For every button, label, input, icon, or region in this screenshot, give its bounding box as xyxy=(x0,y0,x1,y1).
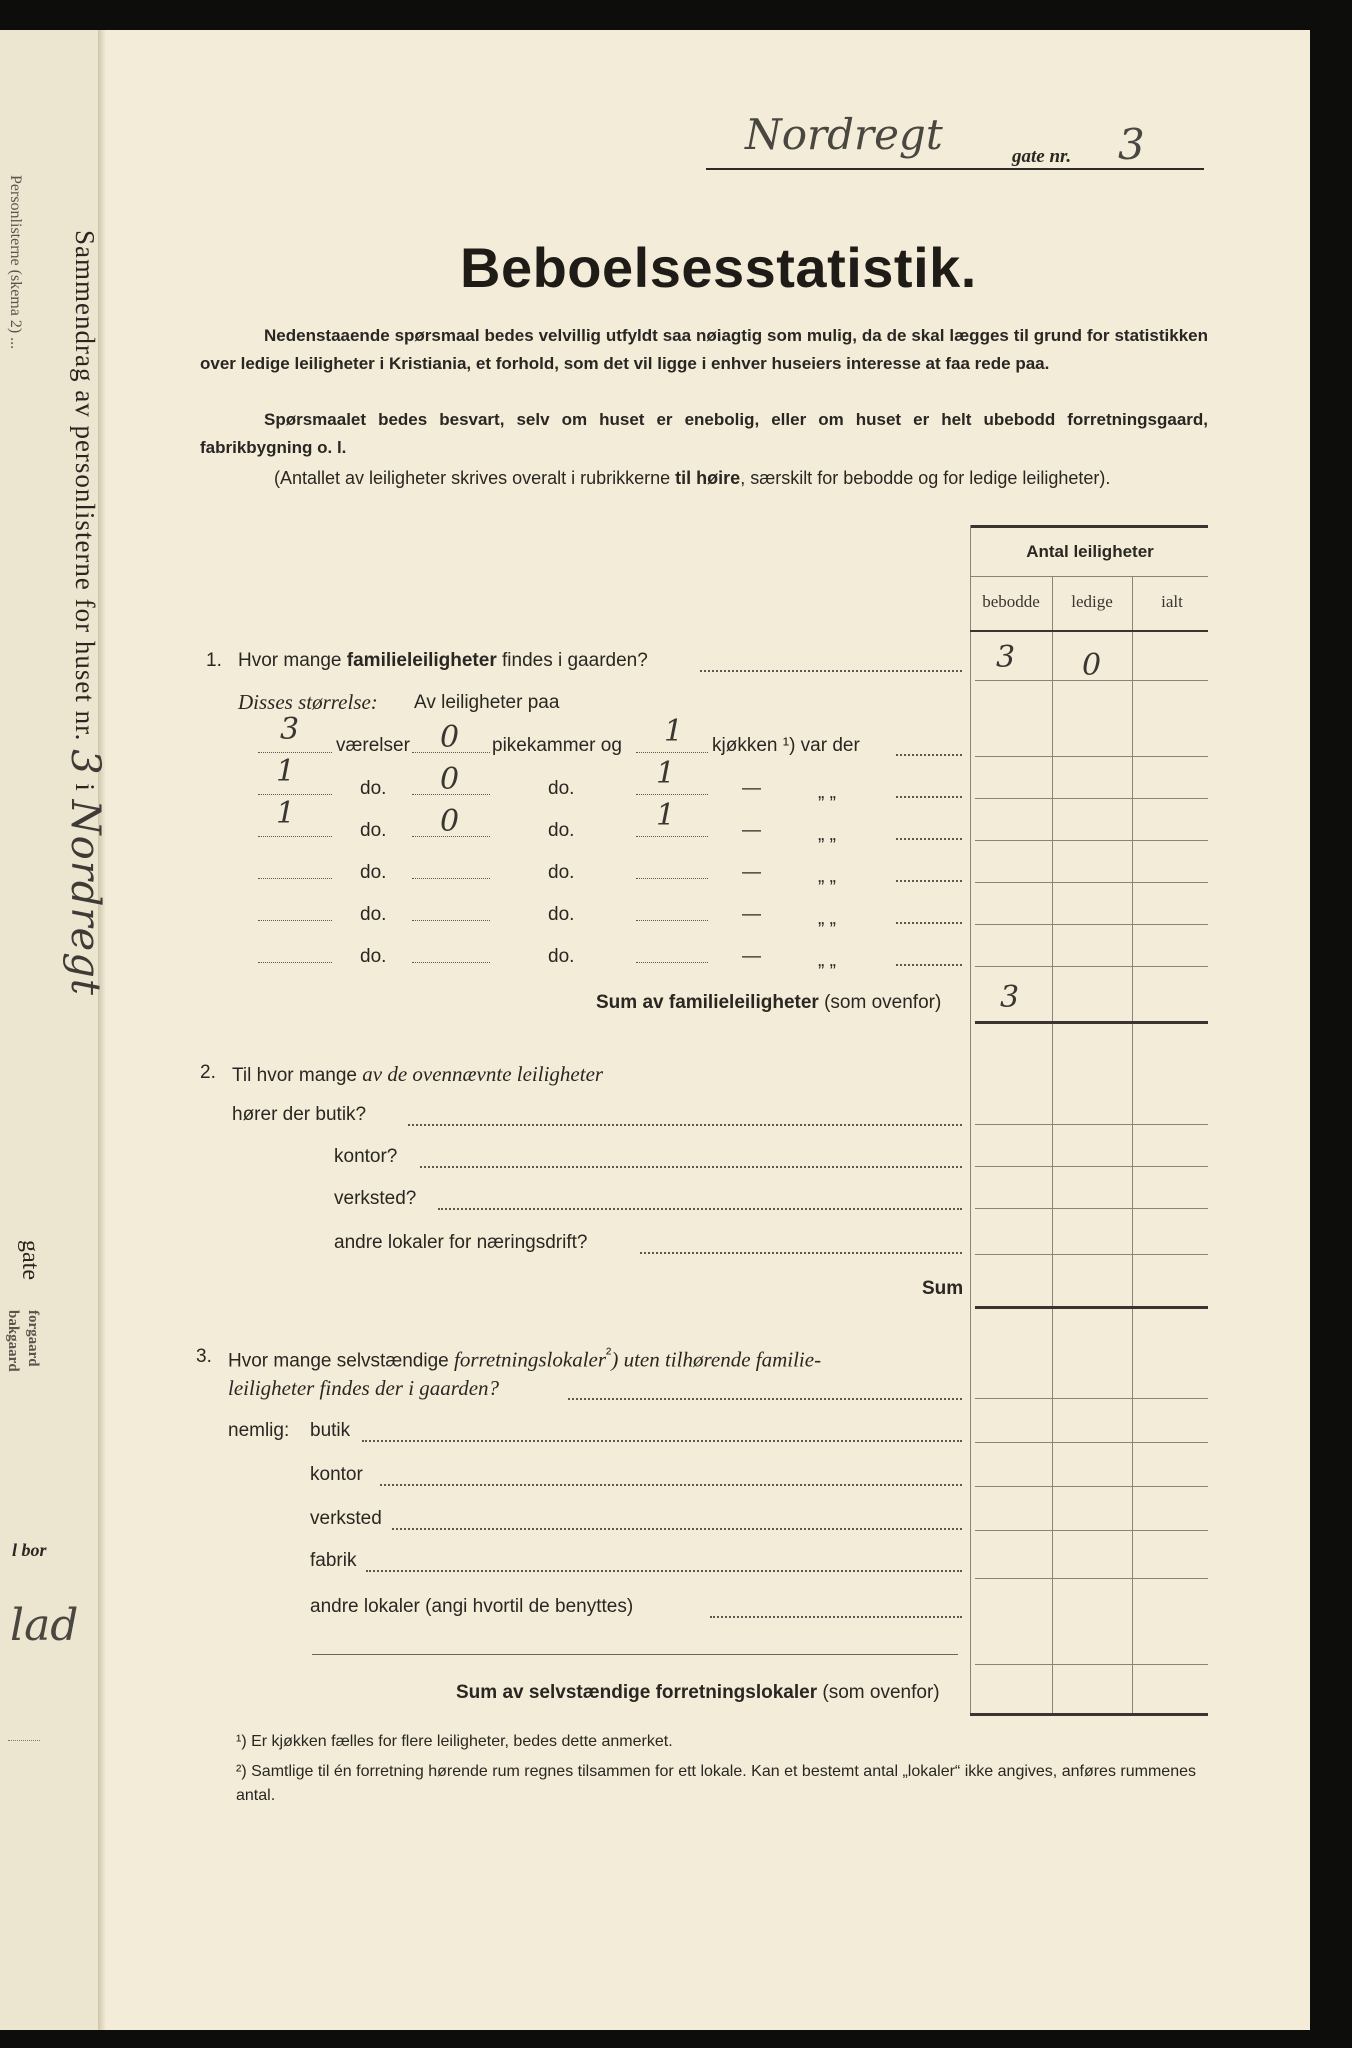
side-vertical-title xyxy=(62,230,108,996)
kitchen-line xyxy=(636,794,708,795)
q1-leader-dots xyxy=(700,670,962,672)
rooms-label: do. xyxy=(360,946,387,967)
side-street: Nordregt xyxy=(62,799,108,996)
q3-line1-italic: forretningslokaler xyxy=(454,1347,607,1372)
rooms-line xyxy=(258,920,332,921)
intro-p3-after: , særskilt for bebodde og for ledige leiligheter). xyxy=(740,468,1111,488)
rooms-value: 1 xyxy=(276,796,296,831)
q2-sum-label: Sum xyxy=(922,1278,964,1299)
maid-value: 0 xyxy=(440,720,460,755)
q3-sum-paren: (som ovenfor) xyxy=(822,1682,940,1703)
col-ialt: ialt xyxy=(1161,592,1183,611)
q2-text-italic: av de ovennævnte leiligheter xyxy=(362,1062,604,1086)
q2-item-andre: andre lokaler for næringsdrift? xyxy=(334,1232,588,1253)
row-rule xyxy=(975,1664,1208,1665)
maid-label: do. xyxy=(548,904,575,925)
maid-value: 0 xyxy=(440,762,460,797)
row-rule xyxy=(975,1254,1208,1255)
q1-sum-bebodde-value: 3 xyxy=(1000,980,1020,1015)
maid-label: do. xyxy=(548,946,575,967)
kitchen-label: — xyxy=(742,820,761,841)
table-header-bottom-rule xyxy=(970,630,1208,632)
kitchen-label: kjøkken ¹) var der xyxy=(712,735,860,756)
q3-sum-bold: Sum av selvstændige forretningslokaler xyxy=(456,1682,818,1703)
side-dotted-line xyxy=(8,1740,40,1741)
street-handwritten: Nordregt xyxy=(745,110,943,159)
street-underline xyxy=(706,168,1204,170)
intro-paragraph-1: Nedenstaaende spørsmaal bedes velvillig utfyldt saa nøiagtig som mulig, da de skal lægges til grund for statistikken over ledige leiligheter i Kristiania, et forhold, som det vil ligge i enhver huseiers interesse at faa rede paa. xyxy=(200,326,1208,373)
gate-number-handwritten: 3 xyxy=(1118,120,1145,169)
q3-line1 xyxy=(228,1346,962,1372)
side-i: i xyxy=(70,783,100,792)
row-rule xyxy=(975,798,1208,799)
kitchen-line xyxy=(636,920,708,921)
table-col-divider-1 xyxy=(1052,576,1053,1715)
q3-item-butik: butik xyxy=(310,1420,351,1441)
q1-sum-rule xyxy=(975,1021,1208,1024)
q3-leader-dots xyxy=(366,1570,962,1572)
rooms-label: do. xyxy=(360,904,387,925)
kitchen-label: — xyxy=(742,778,761,799)
q3-nemlig: nemlig: xyxy=(228,1420,290,1441)
q1-text xyxy=(238,650,648,672)
table-left-border xyxy=(970,525,971,1715)
kitchen-value: 1 xyxy=(664,714,684,749)
row-leader-dots xyxy=(896,964,962,966)
maid-line xyxy=(412,920,490,921)
row-rule xyxy=(975,924,1208,925)
table-subheader-rule xyxy=(970,576,1208,577)
maid-label: do. xyxy=(548,778,575,799)
ditto-marks: „ „ xyxy=(818,824,836,845)
maid-line xyxy=(412,878,490,879)
side-house-number: 3 xyxy=(62,749,108,776)
q2-text xyxy=(232,1062,603,1087)
row-rule xyxy=(975,840,1208,841)
kitchen-label: — xyxy=(742,862,761,883)
row-rule xyxy=(975,1530,1208,1531)
q3-line2: leiligheter findes der i gaarden? xyxy=(228,1376,500,1400)
footnote-1: ¹) Er kjøkken fælles for flere leiligheter, bedes dette anmerket. xyxy=(236,1733,673,1750)
side-bakgaard: bakgaard xyxy=(5,1310,21,1372)
col-bebodde: bebodde xyxy=(982,592,1040,611)
q1-bebodde-value: 3 xyxy=(996,640,1016,675)
kitchen-value: 1 xyxy=(656,798,676,833)
maid-label: pikekammer og xyxy=(492,735,622,756)
rooms-value: 1 xyxy=(276,754,296,789)
q1-sum-label xyxy=(596,992,941,1014)
table-top-rule xyxy=(970,525,1208,528)
table-col-divider-2 xyxy=(1132,576,1133,1715)
q3-line1-sup: ² xyxy=(606,1346,612,1363)
row-rule xyxy=(975,1442,1208,1443)
q2-item-butik: hører der butik? xyxy=(232,1104,367,1125)
q3-leader-dots xyxy=(710,1616,962,1618)
side-title-text: Sammendrag av personlisterne for huset nr. xyxy=(70,230,100,742)
q3-line1-pre: Hvor mange selvstændige xyxy=(228,1350,454,1372)
ditto-marks: „ „ xyxy=(818,950,836,971)
rooms-line xyxy=(258,836,332,837)
row-rule xyxy=(975,1208,1208,1209)
q3-item-andre: andre lokaler (angi hvortil de benyttes) xyxy=(310,1596,634,1617)
q3-item-kontor: kontor xyxy=(310,1464,363,1485)
q1-number: 1. xyxy=(206,650,222,671)
q2-leader-dots xyxy=(420,1166,962,1168)
q2-number: 2. xyxy=(200,1062,216,1083)
row-leader-dots xyxy=(896,754,962,756)
q2-text-pre: Til hvor mange xyxy=(232,1065,363,1086)
side-handwriting: lad xyxy=(10,1600,79,1651)
rooms-line xyxy=(258,962,332,963)
q1-text-post: findes i gaarden? xyxy=(496,650,648,671)
kitchen-line xyxy=(636,836,708,837)
row-rule xyxy=(975,1398,1208,1399)
q3-item-fabrik: fabrik xyxy=(310,1550,357,1571)
row-leader-dots xyxy=(896,838,962,840)
q3-leader-dots xyxy=(362,1440,962,1442)
rooms-value: 3 xyxy=(280,712,300,747)
footnote-2: ²) Samtlige til én forretning hørende rum regnes tilsammen for ett lokale. Kan et bestemt antal „lokaler“ ikke angives, anføres rummenes antal. xyxy=(236,1763,1196,1804)
maid-label: do. xyxy=(548,862,575,883)
side-forgaard: forgaard xyxy=(25,1310,41,1367)
q2-sum-rule xyxy=(975,1306,1208,1309)
q2-item-verksted: verksted? xyxy=(334,1188,417,1209)
table-title: Antal leiligheter xyxy=(1026,542,1154,561)
q1-text-pre: Hvor mange xyxy=(238,650,347,671)
q1-sum-paren: (som ovenfor) xyxy=(824,992,942,1013)
row-rule xyxy=(975,1124,1208,1125)
row-leader-dots xyxy=(896,880,962,882)
rooms-line xyxy=(258,752,332,753)
ditto-marks: „ „ xyxy=(818,908,836,929)
maid-line xyxy=(412,962,490,963)
q3-number: 3. xyxy=(196,1346,212,1367)
ditto-marks: „ „ xyxy=(818,866,836,887)
q3-line1-post: ) uten tilhørende familie- xyxy=(611,1347,822,1372)
row-rule xyxy=(975,966,1208,967)
row-rule xyxy=(975,1166,1208,1167)
kitchen-line xyxy=(636,878,708,879)
kitchen-line xyxy=(636,962,708,963)
rooms-line xyxy=(258,878,332,879)
q3-leader-dots xyxy=(380,1484,962,1486)
q1-text-bold: familieleiligheter xyxy=(346,650,497,671)
q1-sum-bold: Sum av familieleiligheter xyxy=(596,992,819,1013)
q3-sum-rule xyxy=(970,1713,1208,1716)
q1-sizes-label: Av leiligheter paa xyxy=(414,692,560,713)
ditto-marks: „ „ xyxy=(818,782,836,803)
gate-label: gate nr. xyxy=(1012,146,1072,167)
kitchen-label: — xyxy=(742,946,761,967)
kitchen-label: — xyxy=(742,904,761,925)
rooms-label: do. xyxy=(360,862,387,883)
row-rule xyxy=(975,1486,1208,1487)
rooms-line xyxy=(258,794,332,795)
side-bor: l bor xyxy=(12,1540,47,1560)
kitchen-value: 1 xyxy=(656,756,676,791)
q2-leader-dots xyxy=(408,1124,962,1126)
intro-p3-before: (Antallet av leiligheter skrives overalt i rubrikkerne xyxy=(274,468,676,488)
q3-leader-dots xyxy=(568,1398,962,1400)
maid-value: 0 xyxy=(440,804,460,839)
q2-leader-dots xyxy=(640,1252,962,1254)
row-leader-dots xyxy=(896,796,962,798)
q1-sizes-label-italic: Disses størrelse: xyxy=(238,690,378,714)
kitchen-line xyxy=(636,752,708,753)
row-rule xyxy=(975,1578,1208,1579)
intro-p3-bold: til høire xyxy=(675,468,741,488)
intro-paragraph-3 xyxy=(200,466,1208,490)
maid-label: do. xyxy=(548,820,575,841)
q3-sum-label xyxy=(456,1682,940,1704)
side-gate: gate xyxy=(17,1240,43,1280)
q3-writein-line xyxy=(312,1654,958,1655)
rooms-label: værelser xyxy=(336,735,410,756)
q2-leader-dots xyxy=(438,1208,962,1210)
row-rule xyxy=(975,882,1208,883)
q3-leader-dots xyxy=(392,1528,962,1530)
rooms-label: do. xyxy=(360,820,387,841)
col-ledige: ledige xyxy=(1071,592,1113,611)
side-top-small: Personlisterne (skema 2) ... xyxy=(7,175,24,350)
rooms-label: do. xyxy=(360,778,387,799)
q1-ledige-value: 0 xyxy=(1082,648,1102,683)
row-leader-dots xyxy=(896,922,962,924)
page-title: Beboelsesstatistik. xyxy=(460,236,977,299)
intro-paragraph-2: Spørsmaalet bedes besvart, selv om huset er enebolig, eller om huset er helt ubebodd forretningsgaard, fabrikbygning o. l. xyxy=(200,410,1208,457)
q2-item-kontor: kontor? xyxy=(334,1146,398,1167)
q3-item-verksted: verksted xyxy=(310,1508,382,1529)
row-rule xyxy=(975,756,1208,757)
